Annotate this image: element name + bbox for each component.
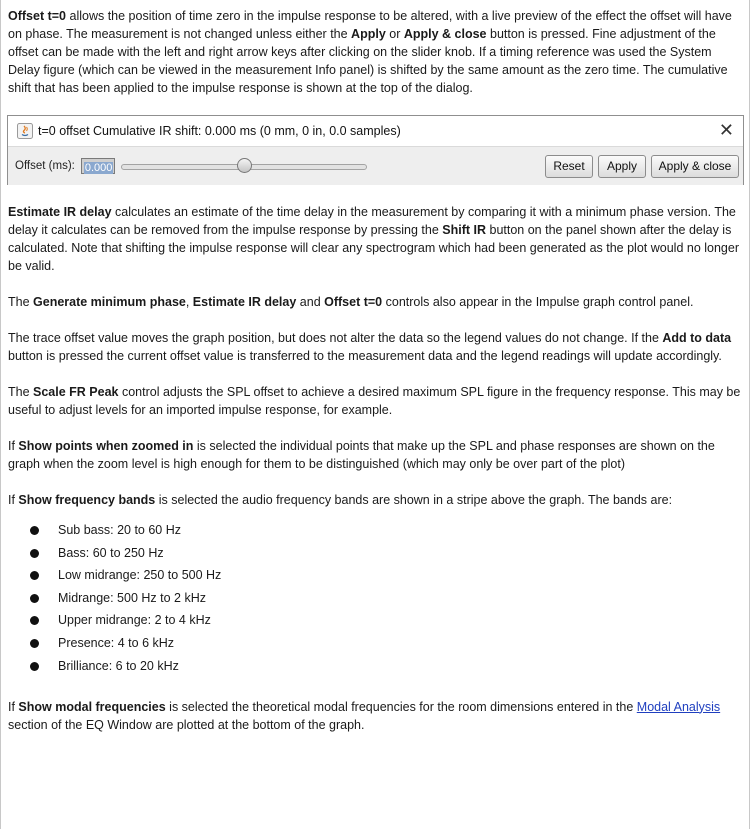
offset-label: Offset (ms): [15,160,75,172]
text-run: section of the EQ Window are plotted at the bottom of the graph. [8,717,365,732]
band-label: Low midrange: 250 to 500 Hz [58,568,222,583]
text-run: If [8,439,19,453]
bullet-icon [30,594,39,603]
dialog-titlebar [8,116,743,146]
list-item [8,521,746,539]
show-points-term: Show points when zoomed in [18,439,194,453]
modal-frequencies-paragraph [8,698,746,734]
close-icon[interactable]: ✕ [718,120,734,140]
add-to-data-term: Add to data [662,331,732,345]
band-label: Bass: 60 to 250 Hz [58,545,164,560]
show-modal-frequencies-term: Show modal frequencies [18,699,166,714]
text-run: is selected the audio frequency bands are shown in a stripe above the graph. The bands are: [155,493,673,507]
text-run: The trace offset value moves the graph position, but does not alter the data so the legend values do not change. If the [8,331,663,345]
band-label: Presence: 4 to 6 kHz [58,635,175,650]
band-label: Brilliance: 6 to 20 kHz [58,658,179,673]
text-run: calculates an estimate of the time delay in the measurement by comparing it with a minimum phase version. The delay it calculates can be removed from the impulse response by pressing the [8,205,736,237]
offset-controls-row [8,146,743,185]
dialog-title: t=0 offset Cumulative IR shift: 0.000 ms (0 mm, 0 in, 0.0 samples) [38,124,401,138]
estimate-ir-delay-paragraph [8,203,746,275]
reset-button[interactable]: Reset [545,155,593,178]
shift-ir-term: Shift IR [442,223,487,237]
list-item [8,589,746,607]
band-label: Midrange: 500 Hz to 2 kHz [58,590,206,605]
text-run: The [8,295,34,309]
bullet-icon [30,662,39,671]
offset-input[interactable] [81,158,115,174]
text-run: , [185,295,193,309]
apply-term: Apply [351,27,386,41]
slider-knob[interactable] [237,158,252,173]
text-run: The [8,385,34,399]
frequency-bands-paragraph [8,491,746,509]
trace-offset-paragraph [8,329,746,365]
apply-close-button[interactable]: Apply & close [651,155,739,178]
bullet-icon [30,639,39,648]
list-item [8,544,746,562]
text-run: and [296,295,325,309]
bullet-icon [30,571,39,580]
frequency-bands-list [8,521,746,675]
estimate-ir-delay-term: Estimate IR delay [192,295,297,309]
text-run: button is pressed. Fine adjustment of the offset can be made with the left and right arrow keys after clicking on the slider knob. If a timing reference was used the System Delay figure (which can be viewed in the measurement Info panel) is shifted by the same amount as the zero time. The cumulative shift that has been applied to the impulse response is shown at the top of the dialog. [8,27,728,95]
generate-min-phase-term: Generate minimum phase [33,295,186,309]
impulse-controls-paragraph [8,293,746,311]
list-item [8,566,746,584]
scale-fr-peak-paragraph [8,383,746,419]
band-label: Sub bass: 20 to 60 Hz [58,523,181,537]
text-run: button is pressed the current offset value is transferred to the measurement data and the legend readings will update accordingly. [8,349,722,363]
show-points-paragraph [8,437,746,473]
text-run: allows the position of time zero in the impulse response to be altered, with a live preview of the effect the offset will have on phase. The measurement is not changed unless either the [8,9,732,41]
list-item [8,611,746,629]
text-run: control adjusts the SPL offset to achieve a desired maximum SPL figure in the frequency response. This may be useful to adjust levels for an imported impulse response, for example. [8,385,741,417]
text-run: If [8,493,19,507]
band-label: Upper midrange: 2 to 4 kHz [58,613,211,628]
list-item [8,634,746,652]
list-item [8,657,746,675]
text-run: or [385,27,404,41]
text-run: controls also appear in the Impulse graph control panel. [382,295,694,309]
scale-fr-peak-term: Scale FR Peak [33,385,119,399]
offset-value: 0.000 [84,162,113,174]
estimate-ir-delay-term: Estimate IR delay [8,205,112,219]
offset-description-paragraph [8,7,746,97]
bullet-icon [30,616,39,625]
help-document [1,0,749,734]
offset-term: Offset t=0 [8,9,67,23]
text-run: If [8,699,19,714]
apply-button[interactable]: Apply [598,155,646,178]
java-app-icon [17,123,33,139]
bullet-icon [30,526,39,535]
t0-offset-dialog [7,115,744,185]
bullet-icon [30,549,39,558]
offset-term: Offset t=0 [324,295,383,309]
text-run: is selected the theoretical modal frequencies for the room dimensions entered in the [165,699,637,714]
apply-close-term: Apply & close [403,27,487,41]
modal-analysis-link[interactable]: Modal Analysis [636,699,721,714]
text-run: button on the panel shown after the delay is calculated. Note that shifting the impulse response will clear any spectrogram which had been generated as the plot would no longer be valid. [8,223,739,273]
text-run: is selected the individual points that make up the SPL and phase responses are shown on the graph when the zoom level is high enough for them to be distinguished (which may only be over part of the plot) [8,439,715,471]
show-frequency-bands-term: Show frequency bands [18,493,156,507]
offset-slider[interactable] [121,158,367,174]
